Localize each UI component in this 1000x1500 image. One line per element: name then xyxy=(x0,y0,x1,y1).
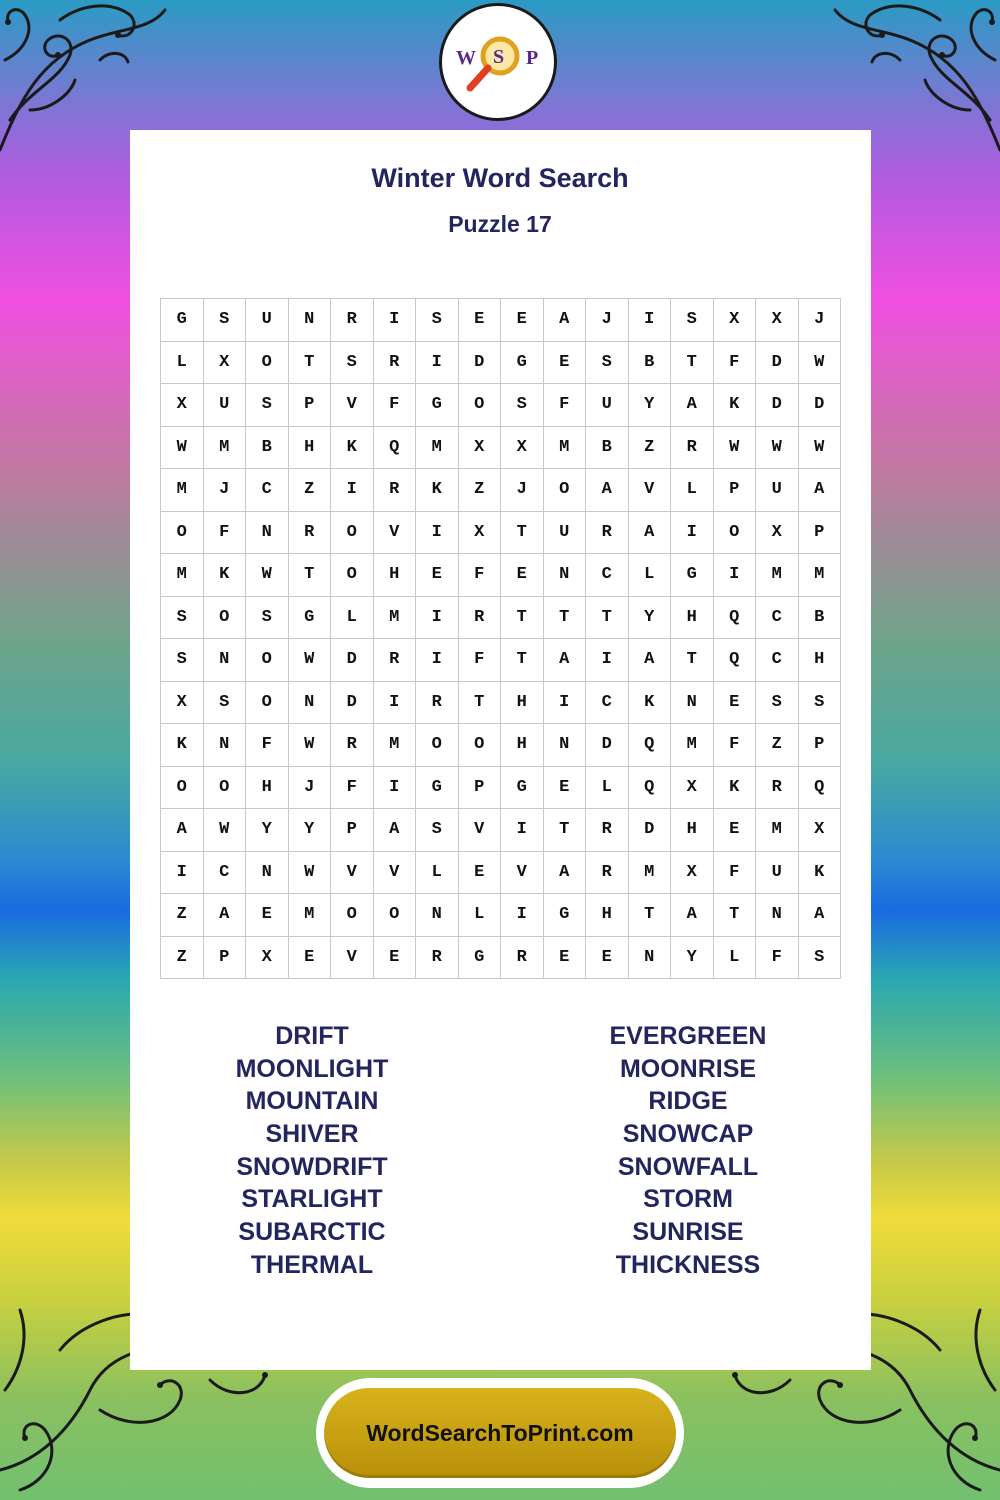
grid-cell: O xyxy=(374,894,417,937)
grid-cell: R xyxy=(416,937,459,980)
grid-cell: I xyxy=(416,597,459,640)
grid-cell: V xyxy=(629,469,672,512)
grid-cell: D xyxy=(629,809,672,852)
grid-cell: G xyxy=(416,767,459,810)
grid-cell: I xyxy=(374,299,417,342)
grid-cell: D xyxy=(331,682,374,725)
grid-cell: F xyxy=(374,384,417,427)
grid-cell: X xyxy=(501,427,544,470)
grid-cell: Q xyxy=(629,724,672,767)
grid-cell: L xyxy=(331,597,374,640)
grid-cell: R xyxy=(586,852,629,895)
grid-cell: F xyxy=(459,639,502,682)
grid-cell: L xyxy=(459,894,502,937)
grid-cell: A xyxy=(161,809,204,852)
grid-cell: N xyxy=(629,937,672,980)
grid-cell: C xyxy=(204,852,247,895)
grid-cell: O xyxy=(161,512,204,555)
grid-cell: U xyxy=(204,384,247,427)
grid-cell: G xyxy=(289,597,332,640)
grid-cell: W xyxy=(799,342,842,385)
grid-cell: M xyxy=(289,894,332,937)
grid-cell: D xyxy=(586,724,629,767)
grid-cell: U xyxy=(544,512,587,555)
grid-cell: T xyxy=(671,639,714,682)
grid-cell: Y xyxy=(289,809,332,852)
word-item: SUNRISE xyxy=(632,1218,744,1247)
grid-cell: N xyxy=(204,724,247,767)
grid-cell: S xyxy=(586,342,629,385)
grid-cell: N xyxy=(671,682,714,725)
grid-cell: Q xyxy=(714,597,757,640)
grid-cell: S xyxy=(161,639,204,682)
grid-cell: R xyxy=(586,512,629,555)
site-badge xyxy=(316,1378,684,1488)
grid-cell: H xyxy=(586,894,629,937)
grid-cell: A xyxy=(671,384,714,427)
grid-cell: C xyxy=(756,639,799,682)
grid-cell: Q xyxy=(629,767,672,810)
grid-cell: S xyxy=(331,342,374,385)
grid-cell: E xyxy=(501,299,544,342)
grid-cell: F xyxy=(459,554,502,597)
grid-cell: Z xyxy=(161,894,204,937)
grid-cell: D xyxy=(331,639,374,682)
word-item: MOUNTAIN xyxy=(245,1087,379,1116)
grid-cell: K xyxy=(629,682,672,725)
grid-cell: C xyxy=(586,682,629,725)
grid-cell: X xyxy=(671,852,714,895)
grid-cell: I xyxy=(416,639,459,682)
grid-cell: T xyxy=(289,554,332,597)
grid-cell: X xyxy=(714,299,757,342)
grid-cell: A xyxy=(629,512,672,555)
grid-cell: T xyxy=(289,342,332,385)
grid-cell: R xyxy=(374,469,417,512)
grid-cell: M xyxy=(544,427,587,470)
grid-cell: Z xyxy=(629,427,672,470)
grid-cell: J xyxy=(204,469,247,512)
grid-cell: O xyxy=(246,342,289,385)
grid-cell: S xyxy=(501,384,544,427)
grid-cell: I xyxy=(501,809,544,852)
grid-cell: W xyxy=(204,809,247,852)
grid-cell: I xyxy=(671,512,714,555)
grid-cell: Z xyxy=(756,724,799,767)
grid-cell: C xyxy=(756,597,799,640)
grid-cell: R xyxy=(374,639,417,682)
word-list-left xyxy=(112,1020,512,1282)
grid-cell: L xyxy=(671,469,714,512)
grid-cell: M xyxy=(756,809,799,852)
grid-cell: R xyxy=(756,767,799,810)
grid-cell: V xyxy=(374,512,417,555)
grid-cell: A xyxy=(629,639,672,682)
grid-cell: I xyxy=(501,894,544,937)
grid-cell: I xyxy=(331,469,374,512)
grid-cell: X xyxy=(161,384,204,427)
grid-cell: F xyxy=(756,937,799,980)
grid-cell: A xyxy=(544,852,587,895)
grid-cell: V xyxy=(374,852,417,895)
grid-cell: C xyxy=(586,554,629,597)
word-item: THERMAL xyxy=(250,1250,374,1279)
grid-cell: S xyxy=(799,937,842,980)
logo-letter-p: P xyxy=(526,47,539,69)
grid-cell: S xyxy=(416,809,459,852)
grid-cell: H xyxy=(671,597,714,640)
grid-cell: M xyxy=(799,554,842,597)
word-item: SNOWDRIFT xyxy=(236,1152,388,1181)
grid-cell: A xyxy=(544,639,587,682)
grid-cell: N xyxy=(246,852,289,895)
logo-letter-s: S xyxy=(493,46,505,68)
grid-cell: Y xyxy=(671,937,714,980)
grid-cell: G xyxy=(544,894,587,937)
grid-cell: H xyxy=(671,809,714,852)
grid-cell: A xyxy=(799,469,842,512)
grid-cell: F xyxy=(204,512,247,555)
grid-cell: N xyxy=(289,682,332,725)
grid-cell: Q xyxy=(799,767,842,810)
grid-cell: T xyxy=(459,682,502,725)
word-list-right xyxy=(488,1020,888,1282)
grid-cell: R xyxy=(374,342,417,385)
grid-cell: G xyxy=(501,767,544,810)
word-item: STORM xyxy=(643,1185,733,1214)
grid-cell: E xyxy=(246,894,289,937)
grid-cell: E xyxy=(289,937,332,980)
grid-cell: G xyxy=(459,937,502,980)
grid-cell: R xyxy=(416,682,459,725)
word-item: SUBARCTIC xyxy=(238,1218,386,1247)
grid-cell: K xyxy=(161,724,204,767)
grid-cell: T xyxy=(544,597,587,640)
page-title: Winter Word Search xyxy=(371,163,629,193)
grid-cell: O xyxy=(204,597,247,640)
grid-cell: W xyxy=(246,554,289,597)
grid-cell: R xyxy=(501,937,544,980)
grid-cell: C xyxy=(246,469,289,512)
word-item: SHIVER xyxy=(265,1120,359,1149)
grid-cell: P xyxy=(714,469,757,512)
word-item: RIDGE xyxy=(648,1087,728,1116)
grid-cell: O xyxy=(459,724,502,767)
grid-cell: V xyxy=(459,809,502,852)
grid-cell: F xyxy=(331,767,374,810)
grid-cell: Z xyxy=(459,469,502,512)
grid-cell: B xyxy=(799,597,842,640)
grid-cell: W xyxy=(799,427,842,470)
grid-cell: Y xyxy=(629,597,672,640)
grid-cell: X xyxy=(161,682,204,725)
word-item: MOONLIGHT xyxy=(235,1054,389,1083)
grid-cell: L xyxy=(586,767,629,810)
grid-cell: I xyxy=(416,512,459,555)
grid-cell: Q xyxy=(714,639,757,682)
word-item: THICKNESS xyxy=(615,1250,761,1279)
grid-cell: P xyxy=(799,724,842,767)
grid-cell: F xyxy=(714,724,757,767)
grid-cell: K xyxy=(416,469,459,512)
grid-cell: H xyxy=(501,724,544,767)
grid-cell: I xyxy=(714,554,757,597)
grid-cell: O xyxy=(246,639,289,682)
grid-cell: H xyxy=(799,639,842,682)
grid-cell: M xyxy=(374,597,417,640)
grid-cell: T xyxy=(629,894,672,937)
grid-cell: U xyxy=(756,469,799,512)
grid-cell: M xyxy=(756,554,799,597)
word-item: EVERGREEN xyxy=(609,1022,767,1050)
grid-cell: K xyxy=(714,384,757,427)
grid-cell: I xyxy=(161,852,204,895)
grid-cell: T xyxy=(501,639,544,682)
grid-cell: P xyxy=(331,809,374,852)
grid-cell: V xyxy=(331,937,374,980)
grid-cell: L xyxy=(629,554,672,597)
grid-cell: Z xyxy=(289,469,332,512)
grid-cell: N xyxy=(544,554,587,597)
grid-cell: I xyxy=(416,342,459,385)
grid-cell: R xyxy=(671,427,714,470)
grid-cell: N xyxy=(204,639,247,682)
grid-cell: W xyxy=(289,639,332,682)
grid-cell: N xyxy=(416,894,459,937)
grid-cell: X xyxy=(799,809,842,852)
grid-cell: T xyxy=(501,597,544,640)
grid-cell: A xyxy=(586,469,629,512)
grid-cell: S xyxy=(246,384,289,427)
grid-cell: E xyxy=(714,682,757,725)
grid-cell: T xyxy=(586,597,629,640)
grid-cell: E xyxy=(714,809,757,852)
grid-cell: U xyxy=(246,299,289,342)
grid-cell: M xyxy=(161,554,204,597)
grid-cell: X xyxy=(204,342,247,385)
site-link-button[interactable] xyxy=(324,1388,676,1478)
grid-cell: A xyxy=(374,809,417,852)
grid-cell: S xyxy=(756,682,799,725)
grid-cell: B xyxy=(629,342,672,385)
magnifier-icon xyxy=(442,6,554,118)
grid-cell: V xyxy=(501,852,544,895)
grid-cell: T xyxy=(714,894,757,937)
puzzle-number: Puzzle 17 xyxy=(448,211,552,237)
grid-cell: V xyxy=(331,384,374,427)
grid-cell: W xyxy=(756,427,799,470)
logo-letter-w: W xyxy=(456,47,476,69)
grid-cell: E xyxy=(501,554,544,597)
grid-cell: I xyxy=(374,682,417,725)
grid-cell: J xyxy=(799,299,842,342)
grid-cell: X xyxy=(459,512,502,555)
grid-cell: O xyxy=(204,767,247,810)
grid-cell: R xyxy=(331,299,374,342)
grid-cell: G xyxy=(161,299,204,342)
grid-cell: I xyxy=(544,682,587,725)
word-item: SNOWCAP xyxy=(622,1120,754,1149)
grid-cell: O xyxy=(331,554,374,597)
grid-cell: W xyxy=(161,427,204,470)
grid-cell: F xyxy=(544,384,587,427)
grid-cell: I xyxy=(586,639,629,682)
grid-cell: O xyxy=(416,724,459,767)
word-item: SNOWFALL xyxy=(617,1152,759,1181)
grid-cell: F xyxy=(714,342,757,385)
grid-cell: G xyxy=(501,342,544,385)
grid-cell: R xyxy=(586,809,629,852)
grid-cell: K xyxy=(204,554,247,597)
grid-cell: O xyxy=(544,469,587,512)
grid-cell: S xyxy=(204,682,247,725)
grid-cell: W xyxy=(714,427,757,470)
word-item: DRIFT xyxy=(275,1022,349,1050)
grid-cell: J xyxy=(586,299,629,342)
grid-cell: N xyxy=(289,299,332,342)
grid-cell: S xyxy=(799,682,842,725)
grid-cell: H xyxy=(374,554,417,597)
grid-cell: W xyxy=(289,724,332,767)
grid-cell: O xyxy=(331,512,374,555)
grid-cell: E xyxy=(586,937,629,980)
grid-cell: N xyxy=(246,512,289,555)
grid-cell: Y xyxy=(629,384,672,427)
grid-cell: N xyxy=(756,894,799,937)
grid-cell: S xyxy=(161,597,204,640)
grid-cell: E xyxy=(544,342,587,385)
grid-cell: R xyxy=(289,512,332,555)
grid-cell: E xyxy=(459,852,502,895)
grid-cell: E xyxy=(544,937,587,980)
grid-cell: D xyxy=(756,342,799,385)
grid-cell: Q xyxy=(374,427,417,470)
grid-cell: A xyxy=(671,894,714,937)
grid-cell: D xyxy=(459,342,502,385)
grid-cell: K xyxy=(331,427,374,470)
grid-cell: A xyxy=(204,894,247,937)
grid-cell: V xyxy=(331,852,374,895)
grid-cell: P xyxy=(289,384,332,427)
grid-cell: R xyxy=(459,597,502,640)
grid-cell: S xyxy=(671,299,714,342)
grid-cell: I xyxy=(629,299,672,342)
grid-cell: E xyxy=(416,554,459,597)
grid-cell: G xyxy=(416,384,459,427)
letter-grid xyxy=(160,298,841,979)
grid-cell: H xyxy=(501,682,544,725)
grid-cell: K xyxy=(799,852,842,895)
grid-cell: J xyxy=(289,767,332,810)
grid-cell: Z xyxy=(161,937,204,980)
grid-cell: D xyxy=(756,384,799,427)
grid-cell: X xyxy=(246,937,289,980)
grid-cell: A xyxy=(799,894,842,937)
grid-cell: H xyxy=(289,427,332,470)
grid-cell: N xyxy=(544,724,587,767)
grid-cell: U xyxy=(586,384,629,427)
grid-cell: S xyxy=(416,299,459,342)
grid-cell: L xyxy=(416,852,459,895)
grid-cell: M xyxy=(416,427,459,470)
grid-cell: O xyxy=(459,384,502,427)
grid-cell: Y xyxy=(246,809,289,852)
grid-cell: S xyxy=(246,597,289,640)
grid-cell: R xyxy=(331,724,374,767)
grid-cell: I xyxy=(374,767,417,810)
grid-cell: U xyxy=(756,852,799,895)
grid-cell: D xyxy=(799,384,842,427)
grid-cell: G xyxy=(671,554,714,597)
grid-cell: M xyxy=(161,469,204,512)
grid-cell: M xyxy=(671,724,714,767)
grid-cell: O xyxy=(246,682,289,725)
grid-cell: W xyxy=(289,852,332,895)
grid-cell: M xyxy=(374,724,417,767)
grid-cell: L xyxy=(161,342,204,385)
grid-cell: M xyxy=(204,427,247,470)
grid-cell: T xyxy=(501,512,544,555)
grid-cell: F xyxy=(246,724,289,767)
grid-cell: T xyxy=(544,809,587,852)
site-logo[interactable] xyxy=(439,3,557,121)
grid-cell: P xyxy=(204,937,247,980)
grid-cell: S xyxy=(204,299,247,342)
grid-cell: E xyxy=(459,299,502,342)
grid-cell: F xyxy=(714,852,757,895)
grid-cell: B xyxy=(586,427,629,470)
grid-cell: H xyxy=(246,767,289,810)
grid-cell: O xyxy=(161,767,204,810)
grid-cell: T xyxy=(671,342,714,385)
grid-cell: P xyxy=(459,767,502,810)
grid-cell: X xyxy=(756,512,799,555)
grid-cell: O xyxy=(714,512,757,555)
word-item: MOONRISE xyxy=(619,1054,757,1083)
grid-cell: J xyxy=(501,469,544,512)
grid-cell: K xyxy=(714,767,757,810)
grid-cell: E xyxy=(544,767,587,810)
grid-cell: X xyxy=(459,427,502,470)
grid-cell: L xyxy=(714,937,757,980)
grid-cell: A xyxy=(544,299,587,342)
grid-cell: O xyxy=(331,894,374,937)
grid-cell: B xyxy=(246,427,289,470)
grid-cell: X xyxy=(756,299,799,342)
grid-cell: X xyxy=(671,767,714,810)
word-item: STARLIGHT xyxy=(241,1185,383,1214)
grid-cell: P xyxy=(799,512,842,555)
grid-cell: M xyxy=(629,852,672,895)
site-link-label: WordSearchToPrint.com xyxy=(366,1419,634,1446)
grid-cell: E xyxy=(374,937,417,980)
